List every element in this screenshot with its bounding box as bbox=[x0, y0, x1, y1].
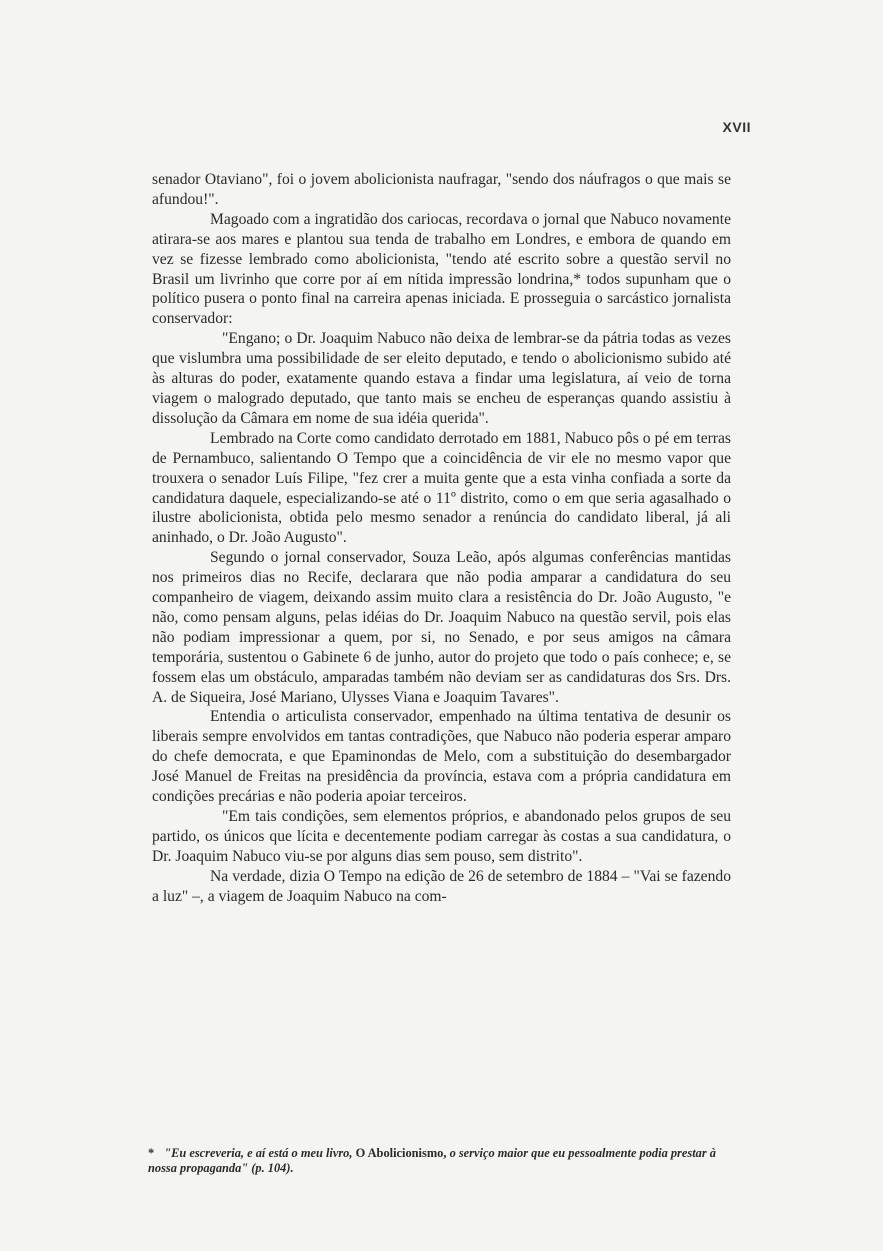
footnote-text-before: "Eu escreveria, e aí está o meu livro, bbox=[164, 1146, 353, 1160]
paragraph-3-quote: "Engano; o Dr. Joaquim Nabuco não deixa de lembrar-se da pátria todas as vezes que vislumbra uma possibilidade de ser eleito deputado, e tendo o abolicionismo subido até às alturas do poder, exatamente quando estava a findar uma legislatura, aí veio de torna viagem o malogrado deputado, que tanto mais se encheu de esperanças quando assistiu à dissolução da Câmara em nome de sua idéia querida". bbox=[152, 330, 731, 427]
footnote-book-title: O Abolicionismo, bbox=[355, 1146, 447, 1160]
paragraph-2: Magoado com a ingratidão dos cariocas, recordava o jornal que Nabuco novamente atirara-se aos mares e plantou sua tenda de trabalho em Londres, e embora de quando em vez se fizesse lembrado como abolicionista, "tendo até escrito sobre a questão servil no Brasil um livrinho que corre por aí em nítida impressão londrina,* todos supunham que o político pusera o ponto final na carreira apenas iniciada. E prosseguia o sarcástico jornalista conservador: bbox=[152, 210, 731, 328]
paragraph-6: Entendia o articulista conservador, empenhado na última tentativa de desunir os liberais sempre envolvidos em tantas contradições, que Nabuco não poderia esperar amparo do chefe democrata, e que Epaminondas de Melo, com a substituição do desembargador José Manuel de Freitas na presidência da província, estava com a própria candidatura em condições precárias e não poderia apoiar terceiros. bbox=[152, 708, 731, 806]
paragraph-4: Lembrado na Corte como candidato derrotado em 1881, Nabuco pôs o pé em terras de Pernambuco, salientando O Tempo que a coincidência de vir ele no mesmo vapor que trouxera o senador Luís Filipe, "fez crer a muita gente que a esta vinha confiada a sorte da candidatura daquele, especializando-se até o 11º distrito, como o em que seria agasalhado o ilustre abolicionista, obtida pelo mesmo senador a renúncia do candidato liberal, já ali aninhado, o Dr. João Augusto". bbox=[152, 429, 731, 547]
footnote-text-after: o serviço maior que eu pessoalmente podia prestar à nossa propaganda" (p. 104). bbox=[148, 1146, 716, 1175]
footnote bbox=[148, 1146, 733, 1176]
paragraph-8: Na verdade, dizia O Tempo na edição de 26 de setembro de 1884 – "Vai se fazendo a luz" –, a viagem de Joaquim Nabuco na com- bbox=[152, 867, 731, 905]
body-text bbox=[152, 170, 731, 907]
paragraph-1: senador Otaviano", foi o jovem abolicionista naufragar, "sendo dos náufragos o que mais se afundou!". bbox=[152, 171, 731, 208]
paragraph-5: Segundo o jornal conservador, Souza Leão, após algumas conferências mantidas nos primeiros dias no Recife, declarara que não podia amparar a candidatura do seu companheiro de viagem, deixando assim muito clara a resistência do Dr. João Augusto, "e não, como pensam alguns, pelas idéias do Dr. Joaquim Nabuco na questão servil, pois elas não podiam impressionar a quem, por si, no Senado, e por seus amigos na câmara temporária, sustentou o Gabinete 6 de junho, autor do projeto que todo o país conhece; e, se fossem elas um obstáculo, amparadas também não deviam ser as candidaturas dos Srs. Drs. A. de Siqueira, José Mariano, Ulysses Viana e Joaquim Tavares". bbox=[152, 549, 731, 706]
footnote-mark: * bbox=[148, 1146, 155, 1160]
page-number: XVII bbox=[722, 119, 751, 135]
paragraph-7-quote: "Em tais condições, sem elementos próprios, e abandonado pelos grupos de seu partido, os únicos que lícita e decentemente podiam carregar às costas a sua candidatura, o Dr. Joaquim Nabuco viu-se por alguns dias sem pouso, sem distrito". bbox=[152, 808, 731, 865]
